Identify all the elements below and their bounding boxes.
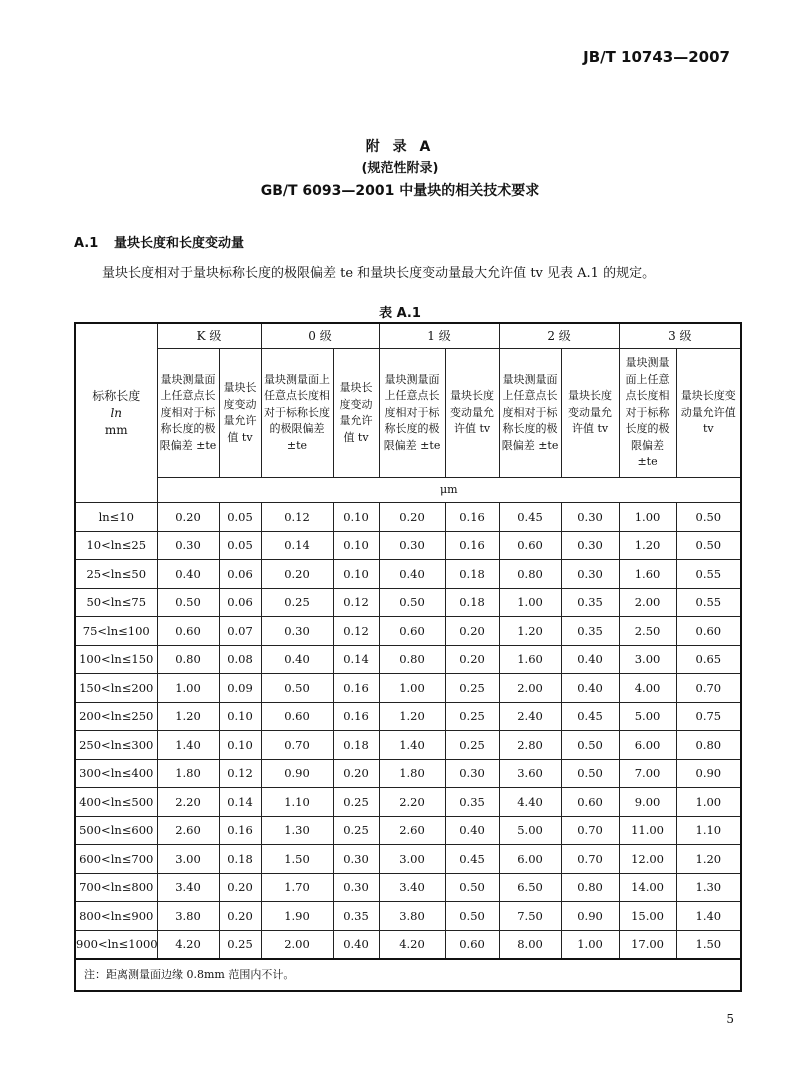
variation-cell: 1.30 <box>676 873 741 902</box>
page-number: 5 <box>726 1012 734 1026</box>
table-row <box>75 845 741 874</box>
variation-cell: 0.50 <box>561 759 619 788</box>
deviation-cell: 0.50 <box>261 674 333 703</box>
variation-cell: 0.07 <box>219 617 261 646</box>
appendix-name: GB/T 6093—2001 中量块的相关技术要求 <box>260 183 540 199</box>
variation-cell: 0.20 <box>445 617 499 646</box>
deviation-cell: 0.40 <box>379 560 445 589</box>
variation-cell: 0.35 <box>561 617 619 646</box>
nominal-length-header <box>75 323 157 503</box>
variation-cell: 1.40 <box>676 902 741 931</box>
variation-cell: 0.35 <box>561 588 619 617</box>
deviation-cell: 0.20 <box>261 560 333 589</box>
variation-cell: 0.45 <box>561 702 619 731</box>
variation-cell: 0.35 <box>445 788 499 817</box>
variation-cell: 1.10 <box>676 816 741 845</box>
deviation-cell: 3.40 <box>379 873 445 902</box>
deviation-cell: 0.40 <box>157 560 219 589</box>
deviation-cell: 3.40 <box>157 873 219 902</box>
variation-cell: 0.30 <box>561 503 619 532</box>
deviation-cell: 1.00 <box>379 674 445 703</box>
nominal-length-cell: 500<ln≤600 <box>75 816 157 845</box>
variation-header: 量块长度变动量允许值 tv <box>333 349 379 478</box>
deviation-cell: 2.80 <box>499 731 561 760</box>
deviation-cell: 8.00 <box>499 930 561 959</box>
deviation-cell: 3.00 <box>619 645 676 674</box>
variation-cell: 0.80 <box>676 731 741 760</box>
deviation-cell: 2.40 <box>499 702 561 731</box>
deviation-cell: 4.00 <box>619 674 676 703</box>
variation-cell: 0.20 <box>333 759 379 788</box>
deviation-header: 量块测量面上任意点长度相对于标称长度的极限偏差 ±te <box>619 349 676 478</box>
deviation-cell: 5.00 <box>499 816 561 845</box>
nominal-length-cell: 10<ln≤25 <box>75 531 157 560</box>
deviation-cell: 0.20 <box>379 503 445 532</box>
deviation-cell: 7.00 <box>619 759 676 788</box>
body-paragraph: 量块长度相对于量块标称长度的极限偏差 te 和量块长度变动量最大允许值 tv 见表 A.1 的规定。 <box>102 266 656 281</box>
unit-header: μm <box>157 478 741 503</box>
deviation-cell: 7.50 <box>499 902 561 931</box>
variation-cell: 0.20 <box>219 902 261 931</box>
tolerance-table <box>74 322 742 992</box>
grade-header: 3 级 <box>619 323 741 349</box>
table-row <box>75 873 741 902</box>
deviation-cell: 12.00 <box>619 845 676 874</box>
variation-cell: 0.25 <box>445 702 499 731</box>
section-heading <box>74 232 244 251</box>
deviation-header: 量块测量面上任意点长度相对于标称长度的极限偏差 ±te <box>261 349 333 478</box>
deviation-cell: 4.40 <box>499 788 561 817</box>
variation-cell: 0.65 <box>676 645 741 674</box>
table-row <box>75 617 741 646</box>
deviation-cell: 3.80 <box>157 902 219 931</box>
deviation-cell: 3.60 <box>499 759 561 788</box>
variation-cell: 0.12 <box>219 759 261 788</box>
variation-cell: 0.70 <box>676 674 741 703</box>
nominal-length-cell: 300<ln≤400 <box>75 759 157 788</box>
variation-cell: 0.10 <box>333 503 379 532</box>
table-row <box>75 531 741 560</box>
variation-cell: 0.06 <box>219 560 261 589</box>
deviation-cell: 3.00 <box>157 845 219 874</box>
deviation-cell: 6.50 <box>499 873 561 902</box>
nominal-length-cell: 700<ln≤800 <box>75 873 157 902</box>
corner-label-symbol: ln <box>110 405 123 420</box>
deviation-cell: 0.20 <box>157 503 219 532</box>
table-row <box>75 731 741 760</box>
variation-cell: 0.16 <box>333 702 379 731</box>
deviation-cell: 1.80 <box>157 759 219 788</box>
table-caption: 表 A.1 <box>379 306 421 321</box>
variation-cell: 0.12 <box>333 617 379 646</box>
grade-header: K 级 <box>157 323 261 349</box>
deviation-cell: 2.60 <box>379 816 445 845</box>
variation-cell: 0.18 <box>445 560 499 589</box>
nominal-length-cell: 600<ln≤700 <box>75 845 157 874</box>
deviation-header: 量块测量面上任意点长度相对于标称长度的极限偏差 ±te <box>379 349 445 478</box>
variation-cell: 0.25 <box>445 731 499 760</box>
corner-label-unit: mm <box>104 422 128 437</box>
variation-cell: 0.25 <box>333 816 379 845</box>
table-row <box>75 902 741 931</box>
variation-cell: 0.50 <box>445 873 499 902</box>
deviation-cell: 1.40 <box>379 731 445 760</box>
variation-cell: 0.30 <box>333 873 379 902</box>
nominal-length-cell: 150<ln≤200 <box>75 674 157 703</box>
grade-header: 1 级 <box>379 323 499 349</box>
table-row <box>75 560 741 589</box>
variation-cell: 0.14 <box>219 788 261 817</box>
deviation-cell: 1.00 <box>619 503 676 532</box>
variation-cell: 0.45 <box>445 845 499 874</box>
deviation-cell: 1.50 <box>261 845 333 874</box>
table-row <box>75 816 741 845</box>
variation-cell: 0.70 <box>561 816 619 845</box>
variation-cell: 1.00 <box>676 788 741 817</box>
deviation-cell: 1.70 <box>261 873 333 902</box>
deviation-cell: 1.60 <box>619 560 676 589</box>
deviation-cell: 2.50 <box>619 617 676 646</box>
variation-cell: 0.60 <box>676 617 741 646</box>
variation-cell: 0.05 <box>219 503 261 532</box>
nominal-length-cell: 200<ln≤250 <box>75 702 157 731</box>
variation-cell: 0.06 <box>219 588 261 617</box>
variation-header: 量块长度变动量允许值 tv <box>676 349 741 478</box>
variation-cell: 0.50 <box>676 531 741 560</box>
variation-cell: 0.25 <box>445 674 499 703</box>
variation-cell: 0.25 <box>219 930 261 959</box>
nominal-length-cell: 900<ln≤1000 <box>75 930 157 959</box>
deviation-cell: 6.00 <box>499 845 561 874</box>
table-row <box>75 503 741 532</box>
deviation-cell: 2.00 <box>499 674 561 703</box>
deviation-cell: 0.30 <box>157 531 219 560</box>
deviation-cell: 3.00 <box>379 845 445 874</box>
variation-cell: 0.20 <box>219 873 261 902</box>
deviation-cell: 14.00 <box>619 873 676 902</box>
variation-cell: 0.30 <box>445 759 499 788</box>
variation-header: 量块长度变动量允许值 tv <box>445 349 499 478</box>
table-row <box>75 645 741 674</box>
grade-header: 0 级 <box>261 323 379 349</box>
variation-cell: 0.10 <box>219 731 261 760</box>
deviation-header: 量块测量面上任意点长度相对于标称长度的极限偏差 ±te <box>499 349 561 478</box>
deviation-cell: 0.30 <box>379 531 445 560</box>
deviation-cell: 2.00 <box>619 588 676 617</box>
deviation-cell: 0.60 <box>379 617 445 646</box>
variation-cell: 0.10 <box>219 702 261 731</box>
variation-cell: 0.75 <box>676 702 741 731</box>
variation-cell: 0.40 <box>333 930 379 959</box>
deviation-cell: 0.14 <box>261 531 333 560</box>
deviation-cell: 1.30 <box>261 816 333 845</box>
variation-cell: 0.10 <box>333 560 379 589</box>
deviation-cell: 17.00 <box>619 930 676 959</box>
variation-cell: 0.16 <box>219 816 261 845</box>
table-row <box>75 788 741 817</box>
deviation-cell: 0.50 <box>379 588 445 617</box>
table-row <box>75 674 741 703</box>
deviation-cell: 0.80 <box>379 645 445 674</box>
deviation-cell: 6.00 <box>619 731 676 760</box>
variation-cell: 0.90 <box>561 902 619 931</box>
variation-cell: 0.80 <box>561 873 619 902</box>
table-row <box>75 759 741 788</box>
deviation-cell: 0.50 <box>157 588 219 617</box>
variation-header: 量块长度变动量允许值 tv <box>561 349 619 478</box>
deviation-cell: 0.60 <box>157 617 219 646</box>
variation-cell: 0.40 <box>561 645 619 674</box>
variation-cell: 0.55 <box>676 588 741 617</box>
deviation-cell: 0.70 <box>261 731 333 760</box>
variation-cell: 0.35 <box>333 902 379 931</box>
variation-cell: 0.90 <box>676 759 741 788</box>
deviation-cell: 1.10 <box>261 788 333 817</box>
variation-cell: 0.09 <box>219 674 261 703</box>
variation-cell: 1.00 <box>561 930 619 959</box>
deviation-cell: 2.60 <box>157 816 219 845</box>
nominal-length-cell: ln≤10 <box>75 503 157 532</box>
variation-cell: 0.30 <box>333 845 379 874</box>
deviation-cell: 9.00 <box>619 788 676 817</box>
deviation-cell: 0.80 <box>157 645 219 674</box>
deviation-cell: 1.00 <box>157 674 219 703</box>
deviation-cell: 0.45 <box>499 503 561 532</box>
deviation-cell: 2.20 <box>379 788 445 817</box>
variation-cell: 0.08 <box>219 645 261 674</box>
variation-cell: 0.10 <box>333 531 379 560</box>
variation-cell: 0.60 <box>561 788 619 817</box>
appendix-title: 附 录 A <box>365 139 435 155</box>
deviation-cell: 2.00 <box>261 930 333 959</box>
deviation-cell: 0.60 <box>499 531 561 560</box>
variation-cell: 0.30 <box>561 560 619 589</box>
deviation-cell: 0.12 <box>261 503 333 532</box>
deviation-cell: 1.40 <box>157 731 219 760</box>
nominal-length-cell: 250<ln≤300 <box>75 731 157 760</box>
deviation-cell: 0.80 <box>499 560 561 589</box>
table-body <box>75 503 741 960</box>
grade-header: 2 级 <box>499 323 619 349</box>
table-row <box>75 702 741 731</box>
deviation-cell: 5.00 <box>619 702 676 731</box>
deviation-cell: 0.30 <box>261 617 333 646</box>
nominal-length-cell: 100<ln≤150 <box>75 645 157 674</box>
deviation-cell: 0.25 <box>261 588 333 617</box>
corner-label-name: 标称长度 <box>92 388 141 403</box>
variation-cell: 0.18 <box>219 845 261 874</box>
variation-header: 量块长度变动量允许值 tv <box>219 349 261 478</box>
variation-cell: 0.55 <box>676 560 741 589</box>
variation-cell: 0.25 <box>333 788 379 817</box>
deviation-cell: 1.80 <box>379 759 445 788</box>
variation-cell: 0.40 <box>561 674 619 703</box>
standard-number: JB/T 10743—2007 <box>583 48 730 66</box>
deviation-cell: 11.00 <box>619 816 676 845</box>
variation-cell: 0.70 <box>561 845 619 874</box>
variation-cell: 0.12 <box>333 588 379 617</box>
deviation-cell: 1.20 <box>499 617 561 646</box>
deviation-cell: 1.20 <box>619 531 676 560</box>
variation-cell: 0.14 <box>333 645 379 674</box>
variation-cell: 0.16 <box>333 674 379 703</box>
table-row <box>75 588 741 617</box>
deviation-cell: 2.20 <box>157 788 219 817</box>
deviation-cell: 0.40 <box>261 645 333 674</box>
variation-cell: 0.50 <box>676 503 741 532</box>
nominal-length-cell: 400<ln≤500 <box>75 788 157 817</box>
deviation-header: 量块测量面上任意点长度相对于标称长度的极限偏差 ±te <box>157 349 219 478</box>
deviation-cell: 0.90 <box>261 759 333 788</box>
variation-cell: 0.18 <box>445 588 499 617</box>
deviation-cell: 1.60 <box>499 645 561 674</box>
variation-cell: 0.40 <box>445 816 499 845</box>
table-note: 注：距离测量面边缘 0.8mm 范围内不计。 <box>75 959 741 991</box>
table-row <box>75 930 741 959</box>
variation-cell: 0.20 <box>445 645 499 674</box>
nominal-length-cell: 800<ln≤900 <box>75 902 157 931</box>
variation-cell: 0.16 <box>445 531 499 560</box>
deviation-cell: 1.20 <box>379 702 445 731</box>
section-title: 量块长度和长度变动量 <box>114 236 245 251</box>
section-number: A.1 <box>74 236 99 251</box>
variation-cell: 0.50 <box>445 902 499 931</box>
variation-cell: 0.16 <box>445 503 499 532</box>
variation-cell: 1.20 <box>676 845 741 874</box>
variation-cell: 0.30 <box>561 531 619 560</box>
variation-cell: 0.18 <box>333 731 379 760</box>
variation-cell: 1.50 <box>676 930 741 959</box>
appendix-subtitle: (规范性附录) <box>361 161 439 176</box>
variation-cell: 0.50 <box>561 731 619 760</box>
deviation-cell: 4.20 <box>157 930 219 959</box>
appendix-heading <box>0 136 800 202</box>
nominal-length-cell: 25<ln≤50 <box>75 560 157 589</box>
deviation-cell: 0.60 <box>261 702 333 731</box>
nominal-length-cell: 75<ln≤100 <box>75 617 157 646</box>
variation-cell: 0.05 <box>219 531 261 560</box>
deviation-cell: 4.20 <box>379 930 445 959</box>
deviation-cell: 15.00 <box>619 902 676 931</box>
nominal-length-cell: 50<ln≤75 <box>75 588 157 617</box>
deviation-cell: 1.20 <box>157 702 219 731</box>
deviation-cell: 1.90 <box>261 902 333 931</box>
variation-cell: 0.60 <box>445 930 499 959</box>
deviation-cell: 3.80 <box>379 902 445 931</box>
deviation-cell: 1.00 <box>499 588 561 617</box>
